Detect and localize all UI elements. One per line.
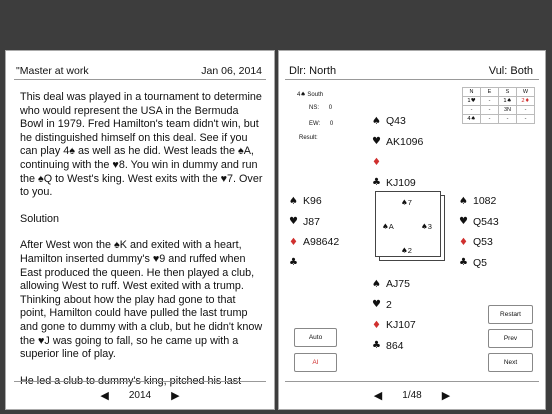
dealer-label: Dlr: North xyxy=(289,65,337,77)
spade-icon: ♠ xyxy=(372,278,381,290)
suit-row[interactable] xyxy=(372,336,416,357)
article-paragraph: This deal was played in a tournament to determine who would represent the USA in the Bermuda Bowl in 1979. Fred Hamilton's team didn't win, but he distinguished himself on this deal. See if you can play 4♠ as well as he did. West leads the ♠A, continuing with the ♥8. You win in dummy and run the ♠Q to West's king. West exits with the ♥7. Over to you. xyxy=(20,91,263,199)
vulnerability-label: Vul: Both xyxy=(488,65,533,77)
article-page xyxy=(5,50,275,410)
divider xyxy=(14,79,266,80)
seat-south: S xyxy=(499,88,517,97)
bid: - xyxy=(481,97,499,106)
heart-icon: ♥ xyxy=(372,299,381,311)
contract-info xyxy=(297,91,323,98)
cards: KJ109 xyxy=(386,176,416,189)
spade-icon: ♠ xyxy=(401,198,408,207)
left-triangle-icon[interactable]: ◀ xyxy=(100,388,109,402)
suit-row[interactable] xyxy=(289,253,339,274)
result-label: Result: xyxy=(299,135,318,141)
cards: Q543 xyxy=(473,215,499,228)
spade-icon: ♠ xyxy=(382,222,389,231)
trick-north-rank: 7 xyxy=(407,198,412,207)
spade-icon: ♠ xyxy=(289,195,298,207)
bidding-row xyxy=(463,97,535,106)
suit-row[interactable] xyxy=(372,315,416,336)
bid: 1♥ xyxy=(463,97,481,106)
ns-value: 0 xyxy=(328,105,333,111)
current-trick[interactable] xyxy=(375,191,445,261)
page-indicator: 1/48 xyxy=(402,389,422,401)
diamond-icon: ♦ xyxy=(289,236,298,248)
cards: 1082 xyxy=(473,195,497,208)
cards: 2 xyxy=(386,298,392,311)
year-navigator xyxy=(6,387,274,403)
declarer: South xyxy=(307,92,324,98)
article-date: Jan 06, 2014 xyxy=(201,65,262,77)
cards: KJ107 xyxy=(386,319,416,332)
next-button[interactable]: Next xyxy=(488,353,533,372)
divider xyxy=(285,381,539,382)
cards: 864 xyxy=(386,339,404,352)
article-paragraph: After West won the ♠K and exited with a heart, Hamilton inserted dummy's ♥9 and ruffed when East produced the queen. He then played a club, allowing West to ruff. West exited with a trump. Thinking about how the play had gone to that point, Hamilton could have pulled the last trump and gone to dummy with a club, but he didn't know the ♥J was going to fall, so he came up with a superior line of play. xyxy=(20,239,263,361)
bidding-header-row xyxy=(463,88,535,97)
bid: - xyxy=(517,106,535,115)
trick-east xyxy=(421,222,432,231)
suit-row[interactable] xyxy=(372,173,423,194)
right-triangle-icon[interactable]: ▶ xyxy=(441,388,451,402)
right-triangle-icon[interactable]: ▶ xyxy=(171,388,180,402)
diamond-icon: ♦ xyxy=(372,319,381,331)
article-paragraph: He led a club to dummy's king, pitched his last xyxy=(20,374,242,387)
heart-icon: ♥ xyxy=(459,216,468,228)
spade-icon: ♠ xyxy=(300,91,306,98)
seat-east: E xyxy=(481,88,499,97)
ai-button[interactable]: AI xyxy=(294,353,337,372)
club-icon: ♣ xyxy=(372,340,381,352)
bid: - xyxy=(481,106,499,115)
deal-header xyxy=(289,65,533,77)
spade-icon: ♠ xyxy=(401,246,408,255)
heart-icon: ♥ xyxy=(372,136,381,148)
article-header xyxy=(16,65,262,77)
cards: Q43 xyxy=(386,115,406,128)
seat-north: N xyxy=(463,88,481,97)
cards: A98642 xyxy=(303,236,340,249)
suit-row[interactable] xyxy=(372,295,416,316)
contract-level: 4 xyxy=(297,92,301,98)
ns-score xyxy=(309,105,332,111)
article-title: "Master at work xyxy=(16,65,89,77)
bidding-row xyxy=(463,106,535,115)
diamond-icon: ♦ xyxy=(459,236,468,248)
seat-west: W xyxy=(517,88,535,97)
trick-north xyxy=(401,198,412,207)
diamond-icon: ♦ xyxy=(372,156,381,168)
bid: - xyxy=(517,115,535,124)
spade-icon: ♠ xyxy=(421,222,428,231)
cards: AJ75 xyxy=(386,278,410,291)
west-hand xyxy=(289,191,339,273)
bidding-row xyxy=(463,115,535,124)
divider xyxy=(14,381,266,382)
suit-row[interactable] xyxy=(459,191,499,212)
article-paragraph: Solution xyxy=(20,212,60,225)
trick-west xyxy=(382,222,394,231)
ew-value: 0 xyxy=(329,121,334,127)
suit-row[interactable] xyxy=(372,274,416,295)
cards: Q53 xyxy=(473,236,493,249)
trick-south-rank: 2 xyxy=(407,246,412,255)
club-icon: ♣ xyxy=(372,177,381,189)
cards: K96 xyxy=(303,195,322,208)
prev-button[interactable]: Prev xyxy=(488,329,533,348)
trick-east-rank: 3 xyxy=(427,222,432,231)
suit-row[interactable] xyxy=(372,152,423,173)
restart-button[interactable]: Restart xyxy=(488,305,533,324)
club-icon: ♣ xyxy=(289,257,298,269)
suit-row[interactable] xyxy=(459,212,499,233)
south-hand xyxy=(372,274,416,356)
bid: - xyxy=(499,115,517,124)
trick-west-rank: A xyxy=(388,222,394,231)
ew-label: EW: xyxy=(309,121,321,127)
deal-page xyxy=(278,50,546,410)
bidding-table xyxy=(462,87,535,124)
suit-row[interactable] xyxy=(372,111,423,132)
club-icon: ♣ xyxy=(459,257,468,269)
ns-label: NS: xyxy=(309,105,320,111)
suit-row[interactable] xyxy=(459,232,499,253)
bid: - xyxy=(481,115,499,124)
suit-row[interactable] xyxy=(289,212,339,233)
divider xyxy=(285,79,539,80)
cards: AK1096 xyxy=(386,135,424,148)
north-hand xyxy=(372,111,423,193)
cards: J87 xyxy=(303,215,320,228)
east-hand xyxy=(459,191,499,273)
bid: 2♦ xyxy=(517,97,535,106)
bid: 1♠ xyxy=(499,97,517,106)
suit-row[interactable] xyxy=(289,232,339,253)
article-text[interactable] xyxy=(20,91,264,387)
trick-card xyxy=(375,191,441,257)
spade-icon: ♠ xyxy=(372,115,381,127)
heart-icon: ♥ xyxy=(289,216,298,228)
auto-button[interactable]: Auto xyxy=(294,328,337,347)
ew-score xyxy=(309,121,333,127)
bid: - xyxy=(463,106,481,115)
trick-south xyxy=(401,246,412,255)
left-triangle-icon[interactable]: ◀ xyxy=(373,388,383,402)
cards: Q5 xyxy=(473,256,488,269)
bid: 4♠ xyxy=(463,115,481,124)
bid: 3N xyxy=(499,106,517,115)
year-label: 2014 xyxy=(128,389,152,401)
suit-row[interactable] xyxy=(459,253,499,274)
suit-row[interactable] xyxy=(289,191,339,212)
deal-navigator xyxy=(279,387,545,403)
suit-row[interactable] xyxy=(372,132,423,153)
spade-icon: ♠ xyxy=(459,195,468,207)
